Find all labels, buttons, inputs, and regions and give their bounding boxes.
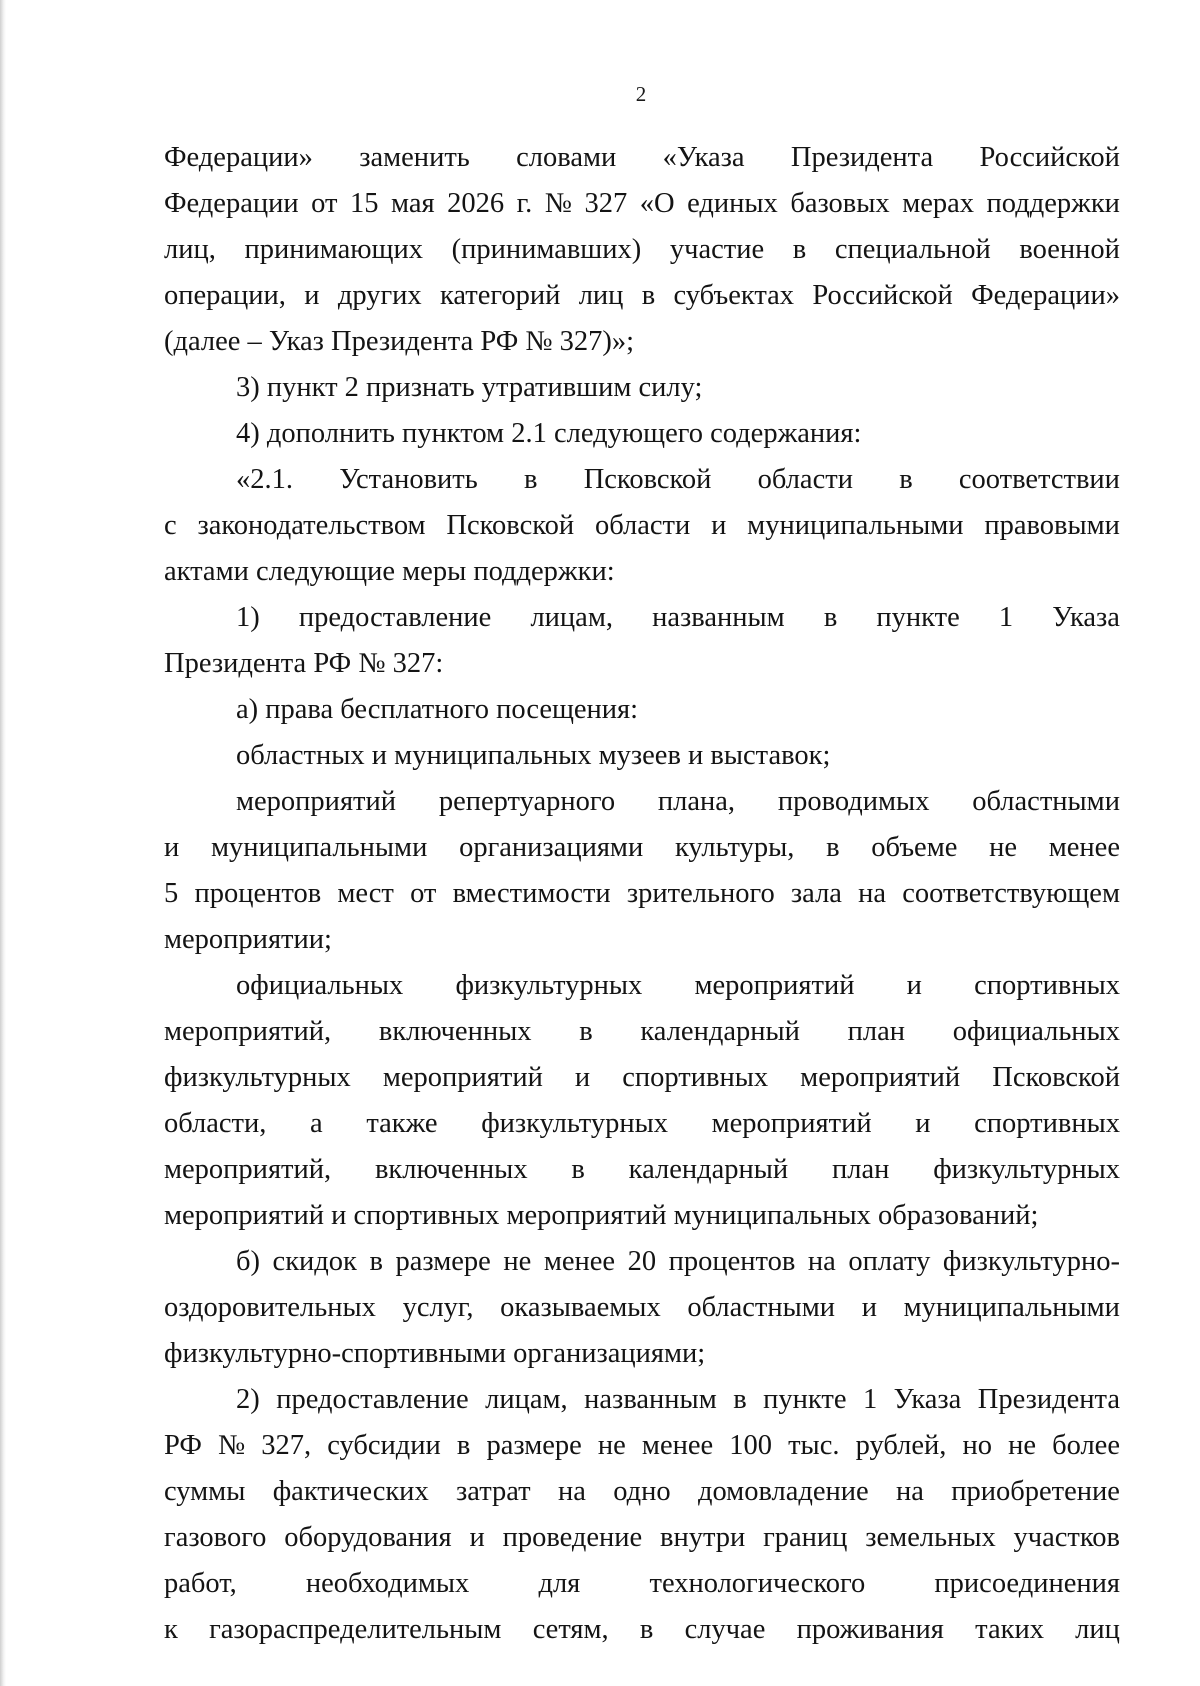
- word: области: [594, 510, 691, 541]
- word: муниципальными: [747, 510, 964, 541]
- word: пункте: [763, 1384, 847, 1415]
- word: 2): [236, 1384, 260, 1415]
- word: размере: [395, 1246, 491, 1277]
- word: суммы: [164, 1476, 246, 1507]
- word: мая: [391, 188, 435, 219]
- text-line: мероприятии;: [164, 924, 332, 955]
- text-line: [164, 1377, 1120, 1423]
- word: и: [469, 1522, 485, 1553]
- word: объеме: [871, 832, 958, 863]
- word: мерах: [902, 188, 975, 219]
- word: на: [807, 1246, 836, 1277]
- word: менее: [1048, 832, 1120, 863]
- word: №: [544, 188, 572, 219]
- word: заменить: [359, 142, 470, 173]
- word: в: [641, 280, 656, 311]
- word: мероприятий,: [164, 1154, 332, 1185]
- text-line: Президента РФ № 327:: [164, 648, 444, 679]
- word: случае: [684, 1614, 766, 1645]
- word: размере: [486, 1430, 582, 1461]
- text-line: мероприятий и спортивных мероприятий муниципальных образований;: [164, 1200, 1039, 1231]
- word: Российской: [979, 142, 1120, 173]
- text-line: областных и муниципальных музеев и выставок;: [236, 740, 831, 771]
- word: «Указа: [662, 142, 745, 173]
- word: «О: [639, 188, 675, 219]
- word: в: [639, 1614, 654, 1645]
- scan-edge: [0, 0, 6, 1686]
- word: б): [236, 1246, 260, 1277]
- word: в: [792, 234, 807, 265]
- word: проживания: [796, 1614, 944, 1645]
- word: но: [962, 1430, 992, 1461]
- word: 1: [998, 602, 1014, 633]
- word: 327: [584, 188, 628, 219]
- word: и: [915, 1108, 931, 1139]
- word: домовладение: [697, 1476, 869, 1507]
- word: базовых: [790, 188, 890, 219]
- word: мероприятий: [711, 1108, 872, 1139]
- word: физкультурных: [455, 970, 643, 1001]
- word: мероприятий: [382, 1062, 543, 1093]
- word: земельных: [865, 1522, 996, 1553]
- word: рублей,: [855, 1430, 947, 1461]
- text-line: [164, 963, 1120, 1009]
- word: на: [557, 1476, 586, 1507]
- word: муниципальными: [903, 1292, 1120, 1323]
- word: названным: [584, 1384, 717, 1415]
- word: процентов: [668, 1246, 796, 1277]
- word: Федерации»: [971, 280, 1120, 311]
- word: законодательством: [197, 510, 426, 541]
- word: в: [524, 464, 538, 495]
- word: менее: [641, 1430, 714, 1461]
- word: фактических: [272, 1476, 429, 1507]
- word: «2.1.: [236, 464, 293, 495]
- word: мероприятий: [236, 786, 397, 817]
- text-line: [164, 273, 1120, 319]
- word: таких: [975, 1614, 1044, 1645]
- word: газораспределительным: [209, 1614, 502, 1645]
- text-line: физкультурно-спортивными организациями;: [164, 1338, 706, 1369]
- word: (принимавших): [451, 234, 642, 265]
- word: проведение: [502, 1522, 643, 1553]
- text-line: [164, 1469, 1120, 1515]
- word: технологического: [649, 1568, 866, 1599]
- text-line: [164, 1607, 1120, 1653]
- word: скидок: [272, 1246, 357, 1277]
- text-line: актами следующие меры поддержки:: [164, 556, 615, 587]
- word: Псковской: [446, 510, 575, 541]
- text-line: [164, 1055, 1120, 1101]
- text-line: [164, 457, 1120, 503]
- word: Федерации: [164, 188, 299, 219]
- word: менее: [543, 1246, 616, 1277]
- word: включенных: [374, 1154, 528, 1185]
- word: мест: [337, 878, 394, 909]
- word: не: [1008, 1430, 1036, 1461]
- word: Псковской: [583, 464, 712, 495]
- text-line: [164, 1285, 1120, 1331]
- word: организациями: [459, 832, 644, 863]
- word: предоставление: [298, 602, 492, 633]
- word: зрительного: [626, 878, 775, 909]
- word: №: [217, 1430, 246, 1461]
- word: мероприятий: [800, 1062, 961, 1093]
- word: в: [826, 832, 840, 863]
- word: в: [456, 1430, 471, 1461]
- word: репертуарного: [438, 786, 616, 817]
- word: военной: [1019, 234, 1120, 265]
- text-line: [164, 1561, 1120, 1607]
- word: к: [164, 1614, 178, 1645]
- word: лиц: [1075, 1614, 1120, 1645]
- word: областными: [972, 786, 1120, 817]
- word: и: [711, 510, 727, 541]
- word: субсидии: [327, 1430, 441, 1461]
- word: других: [337, 280, 422, 311]
- word: специальной: [834, 234, 991, 265]
- word: с: [164, 510, 177, 541]
- word: вместимости: [452, 878, 611, 909]
- word: на: [896, 1476, 924, 1507]
- word: присоединения: [934, 1568, 1120, 1599]
- word: 100: [729, 1430, 772, 1461]
- word: в: [733, 1384, 747, 1415]
- word: субъектах: [673, 280, 795, 311]
- word: работ,: [164, 1568, 237, 1599]
- text-line: [164, 825, 1120, 871]
- word: операции,: [164, 280, 286, 311]
- word: в: [579, 1016, 593, 1047]
- word: внутри: [660, 1522, 746, 1553]
- word: также: [366, 1108, 438, 1139]
- word: 1): [236, 602, 260, 633]
- text-line: [164, 871, 1120, 917]
- word: официальных: [236, 970, 404, 1001]
- word: Указа: [893, 1384, 962, 1415]
- word: газового: [164, 1522, 267, 1553]
- text-line: [164, 1515, 1120, 1561]
- word: на: [858, 878, 887, 909]
- word: спортивных: [974, 1108, 1120, 1139]
- word: и: [906, 970, 922, 1001]
- word: и: [574, 1062, 591, 1093]
- word: а: [310, 1108, 323, 1139]
- text-line: (далее – Указ Президента РФ № 327)»;: [164, 326, 635, 357]
- text-line: [164, 595, 1120, 641]
- word: не: [597, 1430, 626, 1461]
- word: физкультурных: [164, 1062, 351, 1093]
- word: лиц,: [164, 234, 216, 265]
- word: правовыми: [984, 510, 1120, 541]
- word: и: [304, 280, 320, 311]
- text-line: [164, 1009, 1120, 1055]
- word: зала: [790, 878, 842, 909]
- word: словами: [516, 142, 617, 173]
- text-line: [164, 1239, 1120, 1285]
- word: спортивных: [974, 970, 1120, 1001]
- word: физкультурно-: [942, 1246, 1120, 1277]
- word: от: [410, 878, 437, 909]
- word: включенных: [378, 1016, 532, 1047]
- word: затрат: [456, 1476, 531, 1507]
- word: лицам,: [530, 602, 613, 633]
- word: одно: [613, 1476, 671, 1507]
- word: необходимых: [305, 1568, 470, 1599]
- word: для: [538, 1568, 581, 1599]
- word: культуры,: [674, 832, 795, 863]
- word: Псковской: [992, 1062, 1120, 1093]
- text-line: 4) дополнить пунктом 2.1 следующего содержания:: [236, 418, 862, 449]
- word: физкультурных: [481, 1108, 668, 1139]
- word: оказываемых: [500, 1292, 661, 1323]
- word: более: [1052, 1430, 1120, 1461]
- word: план: [831, 1154, 890, 1185]
- word: от: [311, 188, 338, 219]
- word: Установить: [339, 464, 478, 495]
- word: названным: [652, 602, 785, 633]
- word: соответствии: [958, 464, 1120, 495]
- word: Российской: [812, 280, 953, 311]
- text-line: [164, 181, 1120, 227]
- word: области: [757, 464, 853, 495]
- word: 15: [349, 188, 379, 219]
- word: приобретение: [951, 1476, 1120, 1507]
- word: тыс.: [788, 1430, 840, 1461]
- word: в: [369, 1246, 383, 1277]
- word: лиц: [578, 280, 624, 311]
- word: границ: [763, 1522, 848, 1553]
- word: единых: [687, 188, 778, 219]
- word: оздоровительных: [164, 1292, 376, 1323]
- word: не: [503, 1246, 532, 1277]
- word: оборудования: [284, 1522, 452, 1553]
- word: не: [989, 832, 1018, 863]
- text-line: [164, 227, 1120, 273]
- word: оплату: [848, 1246, 931, 1277]
- word: проводимых: [777, 786, 930, 817]
- word: процентов: [194, 878, 322, 909]
- word: пункте: [876, 602, 960, 633]
- text-line: [164, 1147, 1120, 1193]
- text-line: 3) пункт 2 признать утратившим силу;: [236, 372, 703, 403]
- word: поддержки: [986, 188, 1120, 219]
- word: физкультурных: [933, 1154, 1120, 1185]
- word: г.: [516, 188, 533, 219]
- word: в: [899, 464, 913, 495]
- word: 2026: [447, 188, 505, 219]
- word: Указа: [1052, 602, 1120, 633]
- word: принимающих: [244, 234, 423, 265]
- word: в: [571, 1154, 585, 1185]
- word: 5: [164, 878, 179, 909]
- word: лицам,: [485, 1384, 568, 1415]
- word: в: [823, 602, 838, 633]
- word: и: [861, 1292, 877, 1323]
- word: соответствующем: [902, 878, 1120, 909]
- word: услуг,: [402, 1292, 474, 1323]
- word: календарный: [640, 1016, 800, 1047]
- word: план: [847, 1016, 905, 1047]
- word: Президента: [790, 142, 934, 173]
- word: и: [164, 832, 180, 863]
- word: области,: [164, 1108, 267, 1139]
- word: муниципальными: [210, 832, 428, 863]
- word: участие: [669, 234, 765, 265]
- word: 327,: [261, 1430, 312, 1461]
- word: мероприятий: [694, 970, 855, 1001]
- word: Президента: [977, 1384, 1120, 1415]
- document-body: [164, 135, 1120, 1653]
- text-line: а) права бесплатного посещения:: [236, 694, 639, 725]
- word: категорий: [439, 280, 561, 311]
- word: 20: [627, 1246, 657, 1277]
- word: официальных: [952, 1016, 1120, 1047]
- word: РФ: [164, 1430, 202, 1461]
- word: спортивных: [622, 1062, 769, 1093]
- text-line: [164, 503, 1120, 549]
- word: плана,: [657, 786, 736, 817]
- text-line: [164, 1101, 1120, 1147]
- text-line: [164, 135, 1120, 181]
- page-number: 2: [635, 82, 647, 106]
- word: календарный: [628, 1154, 789, 1185]
- word: предоставление: [276, 1384, 469, 1415]
- word: Федерации»: [164, 142, 313, 173]
- word: 1: [862, 1384, 878, 1415]
- word: участков: [1013, 1522, 1120, 1553]
- word: областными: [687, 1292, 836, 1323]
- text-line: [164, 779, 1120, 825]
- text-line: [164, 1423, 1120, 1469]
- word: сетям,: [532, 1614, 609, 1645]
- word: мероприятий,: [164, 1016, 332, 1047]
